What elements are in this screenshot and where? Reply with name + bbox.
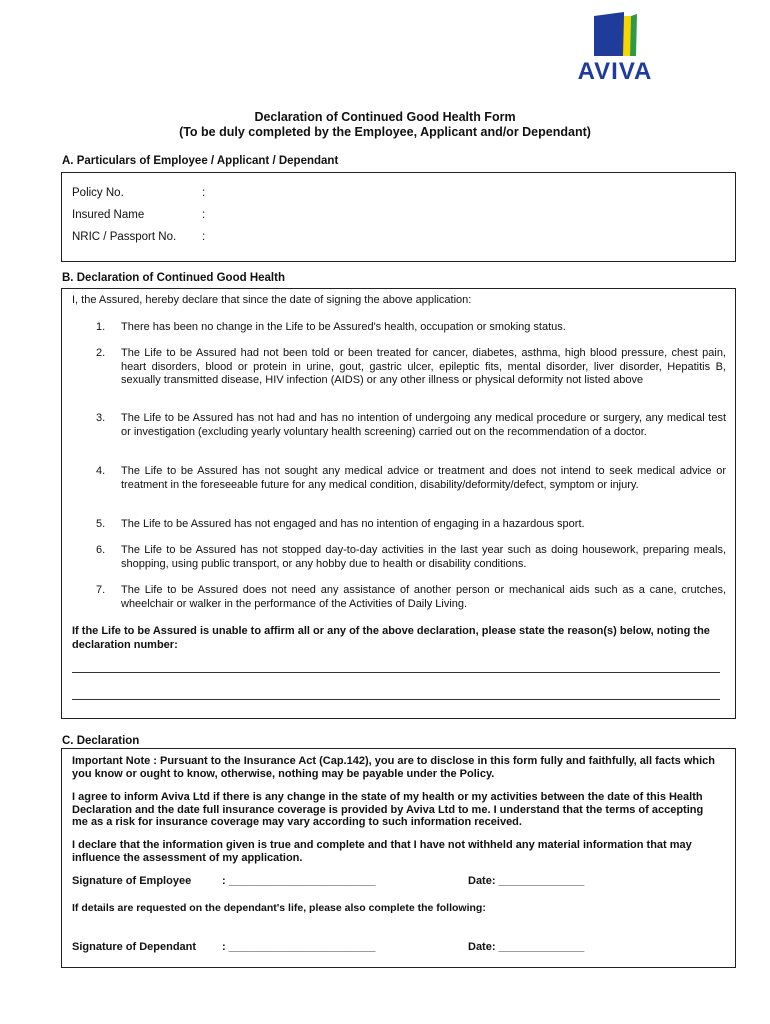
employee-signature-label: Signature of Employee xyxy=(72,875,192,887)
section-c-box xyxy=(61,748,736,968)
dependant-signature-label: Signature of Dependant xyxy=(72,941,197,953)
declaration-intro: I, the Assured, hereby declare that since the date of signing the above application: xyxy=(72,294,472,306)
item-text: The Life to be Assured has not sought any medical advice or treatment and does not intend to seek medical advice or treatment in the foreseeable future for any medical condition, disability/deformity/defect, symptom or injury. xyxy=(121,465,726,491)
nric-passport-label: NRIC / Passport No. xyxy=(72,231,177,243)
declare-statement: I declare that the information given is true and complete and that I have not withheld any material information that may influence the assessment of my application. xyxy=(72,839,692,864)
item-text: There has been no change in the Life to be Assured's health, occupation or smoking status. xyxy=(121,321,566,333)
item-number: 1. xyxy=(96,321,106,333)
aviva-logo xyxy=(560,12,670,84)
item-text: The Life to be Assured does not need any assistance of another person or mechanical aids such as a cane, crutches, wheelchair or walker in the performance of the Activities of Daily Living. xyxy=(121,584,726,610)
form-title: Declaration of Continued Good Health Form xyxy=(254,110,516,124)
insured-name-field[interactable]: : xyxy=(202,209,206,221)
dependant-note: If details are requested on the dependant's life, please also complete the following: xyxy=(72,902,486,914)
reason-prompt: If the Life to be Assured is unable to affirm all or any of the above declaration, please state the reason(s) below, noting the declaration number: xyxy=(72,625,710,651)
item-text: The Life to be Assured has not stopped day-to-day activities in the last year such as doing housework, preparing meals, shopping, using public transport, or any hobby due to health or disability conditions. xyxy=(121,544,726,570)
agree-statement: I agree to inform Aviva Ltd if there is any change in the state of my health or my activities between the date of this Health Declaration and the date full insurance coverage is provided by Aviva Ltd to me. I understand that the terms of accepting me as a risk for insurance coverage may vary according to such information received. xyxy=(72,791,704,828)
section-c-heading: C. Declaration xyxy=(62,735,140,747)
item-number: 5. xyxy=(96,518,106,530)
item-number: 2. xyxy=(96,347,106,359)
employee-date-field[interactable]: Date: ______________ xyxy=(468,875,585,887)
item-number: 7. xyxy=(96,584,106,596)
dependant-signature-field[interactable]: : ________________________ xyxy=(222,941,376,953)
nric-passport-field[interactable]: : xyxy=(202,231,206,243)
item-number: 6. xyxy=(96,544,106,556)
item-text: The Life to be Assured has not engaged and has no intention of engaging in a hazardous sport. xyxy=(121,518,585,530)
insured-name-label: Insured Name xyxy=(72,209,145,221)
employee-signature-field[interactable]: : ________________________ xyxy=(222,875,376,887)
item-number: 4. xyxy=(96,465,106,477)
item-number: 3. xyxy=(96,412,106,424)
reason-line-2[interactable] xyxy=(72,699,720,700)
brand-wordmark: AVIVA xyxy=(577,58,653,85)
policy-no-label: Policy No. xyxy=(72,187,124,199)
section-b-heading: B. Declaration of Continued Good Health xyxy=(62,272,285,284)
section-a-box xyxy=(61,172,736,262)
important-note: Important Note : Pursuant to the Insurance Act (Cap.142), you are to disclose in this form fully and faithfully, all facts which you know or ought to know, otherwise, nothing may be payable under the Policy. xyxy=(72,755,715,780)
policy-no-field[interactable]: : xyxy=(202,187,206,199)
dependant-date-field[interactable]: Date: ______________ xyxy=(468,941,585,953)
section-b-box xyxy=(61,288,736,719)
section-a-heading: A. Particulars of Employee / Applicant / Dependant xyxy=(62,155,339,167)
aviva-emblem-icon xyxy=(560,12,670,58)
item-text: The Life to be Assured had not been told or been treated for cancer, diabetes, asthma, high blood pressure, chest pain, heart disorders, blood or protein in urine, gout, gastric ulcer, epileptic fits, mental disorder, liver disorder, Hepatitis B, sexually transmitted disease, HIV infection (AIDS) or any other illness or physical deformity not listed above xyxy=(121,347,726,386)
reason-line-1[interactable] xyxy=(72,672,720,673)
form-subtitle: (To be duly completed by the Employee, Applicant and/or Dependant) xyxy=(179,125,591,139)
item-text: The Life to be Assured has not had and has no intention of undergoing any medical procedure or surgery, any medical test or investigation (excluding yearly voluntary health screening) carried out on the recommendation of a doctor. xyxy=(121,412,726,438)
